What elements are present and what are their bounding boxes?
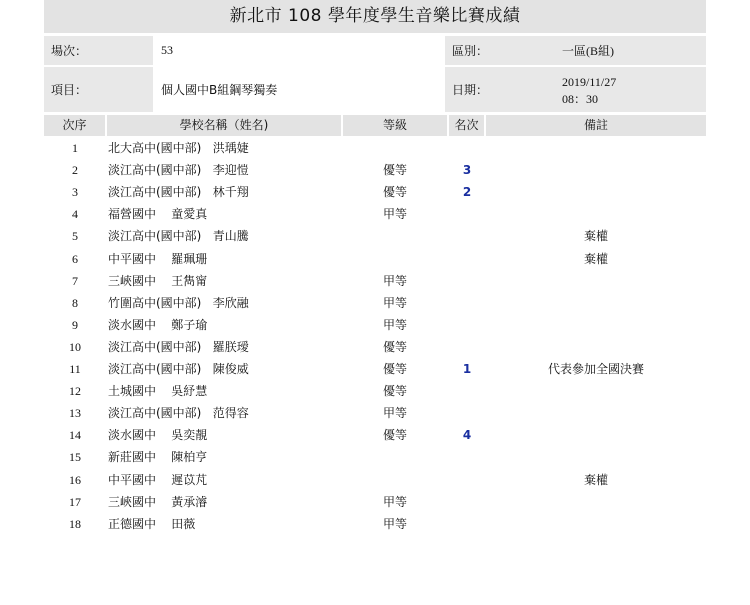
grade-cell: 優等 [382,384,407,399]
remark-cell: 棄權 [583,229,608,244]
school-student-name: 正德國中 田薇 [108,516,196,531]
row-number: 7 [72,273,78,288]
remark-cell: 棄權 [583,251,608,266]
school-student-name: 新莊國中 陳柏亨 [108,450,208,465]
school-student-name: 淡江高中(國中部) 羅朕璦 [108,339,249,354]
table-row [44,292,706,314]
row-number: 14 [69,428,81,443]
grade-cell: 優等 [382,339,407,354]
grade-cell: 甲等 [382,317,407,332]
row-number: 12 [69,384,81,399]
district-value: 一區(B組) [554,36,706,65]
row-number: 1 [72,141,78,155]
table-row [44,248,706,270]
row-number: 3 [72,185,78,200]
school-student-name: 淡江高中(國中部) 陳俊威 [108,362,249,376]
grade-cell: 優等 [382,185,407,200]
grade-cell: 甲等 [382,494,407,509]
school-student-name: 中平國中 遲苡芃 [108,472,208,487]
table-row [44,225,706,247]
table-row [44,491,706,513]
school-student-name: 淡江高中(國中部) 青山騰 [108,229,249,244]
row-number: 18 [69,516,81,531]
row-number: 13 [69,406,81,421]
table-row [44,402,706,424]
school-student-name: 三峽國中 王雋甯 [108,273,208,288]
row-number: 15 [69,450,81,465]
school-student-name: 淡江高中(國中部) 林千翔 [108,185,249,200]
row-number: 6 [72,251,78,266]
row-number: 10 [69,339,81,354]
school-student-name: 中平國中 羅珮珊 [108,251,208,266]
table-row [44,203,706,225]
table-row [44,336,706,358]
grade-cell: 優等 [382,428,407,443]
table-row [44,446,706,468]
table-row [44,270,706,292]
grade-cell: 甲等 [382,273,407,288]
session-value: 53 [153,36,443,65]
remark-cell: 棄權 [583,472,608,487]
table-row [44,358,706,380]
grade-cell: 甲等 [382,406,407,421]
school-student-name: 土城國中 吳紓慧 [108,384,208,399]
row-number: 2 [72,163,78,178]
row-number: 9 [72,317,78,332]
row-number: 17 [69,494,81,509]
rank-cell: 2 [462,185,472,200]
grade-cell: 甲等 [382,207,407,222]
item-value: 個人國中B組鋼琴獨奏 [153,67,443,112]
col-header-grade: 等級 [343,115,447,136]
row-number: 5 [72,229,78,244]
table-row [44,137,706,159]
school-student-name: 淡水國中 鄭子瑜 [108,317,208,332]
grade-cell: 甲等 [382,295,407,310]
rank-cell: 1 [462,362,472,376]
page-title: 新北市 108 學年度學生音樂比賽成績 [44,0,706,33]
row-number: 11 [69,362,81,376]
row-number: 16 [69,472,81,487]
date-label: 日期： [445,67,554,112]
col-header-no: 次序 [44,115,105,136]
grade-cell: 優等 [382,163,407,178]
school-student-name: 三峽國中 黃承濬 [108,494,208,509]
school-student-name: 淡江高中(國中部) 李迎愷 [108,163,249,178]
school-student-name: 北大高中(國中部) 洪瑀婕 [108,141,249,155]
rank-cell: 3 [462,163,472,178]
rank-cell: 4 [462,428,472,443]
grade-cell: 優等 [382,362,407,376]
time-value: 08：30 [562,92,599,106]
table-row [44,314,706,336]
remark-cell: 代表參加全國決賽 [547,362,644,376]
grade-cell: 甲等 [382,516,407,531]
row-number: 4 [72,207,78,222]
school-student-name: 竹圍高中(國中部) 李欣融 [108,295,249,310]
col-header-note: 備註 [486,115,706,136]
row-number: 8 [72,295,78,310]
date-value: 2019/11/27 [562,75,617,89]
col-header-name: 學校名稱（姓名) [107,115,341,136]
school-student-name: 淡江高中(國中部) 范得容 [108,406,249,421]
session-label: 場次： [44,36,153,65]
table-row [44,469,706,491]
date-cell [554,67,706,112]
table-row [44,181,706,203]
table-row [44,424,706,446]
district-label: 區別： [445,36,554,65]
school-student-name: 福營國中 童愛真 [108,207,208,222]
col-header-rank: 名次 [449,115,484,136]
table-row [44,513,706,535]
table-row [44,380,706,402]
table-row [44,159,706,181]
item-label: 項目： [44,67,153,112]
school-student-name: 淡水國中 吳奕靚 [108,428,208,443]
